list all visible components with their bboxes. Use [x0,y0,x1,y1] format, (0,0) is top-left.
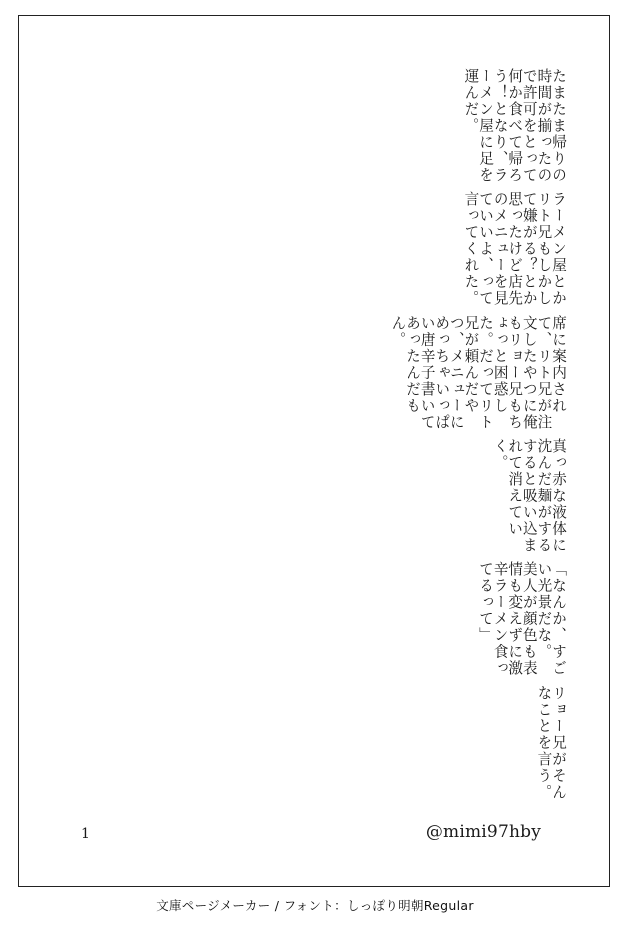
text-column-3: 席に案内されて、リト兄が注文したやつに俺もリョー兄もちょっと困惑した。だってリト兄が頼んだやつ、メニューにめっちゃいっぱい唐辛子書いてあったんだもん。 [389,314,567,431]
vertical-text-body [377,68,565,808]
generator-caption: 文庫ページメーカー / フォント：しっぽり明朝Regular [156,898,474,913]
text-column-5: 「なんか、すごい光景だな。 美人が顔色も表情も変えずに激辛ラーメン食ってるって」 [477,561,567,677]
page-number: 1 [81,826,90,842]
page-sheet [18,15,610,887]
text-column-2: ラーメン屋とかリト兄もしかして嫌がる？とか思ったけど店先のメニューを見ていいよ、って言ってくれた。 [462,191,567,307]
text-column-1: たまたま帰りの時間が揃ったので許可をとって何か食べて帰ろう！となり、ラーメン屋に足を運んだ。 [462,68,567,184]
text-column-6: リョー兄がそんなことを言う。 [535,684,567,801]
text-column-4: 真っ赤な液体に沈んだ麺がするすると吸い込まれて消えていく。 [491,437,567,554]
author-handle: @mimi97hby [425,822,541,842]
